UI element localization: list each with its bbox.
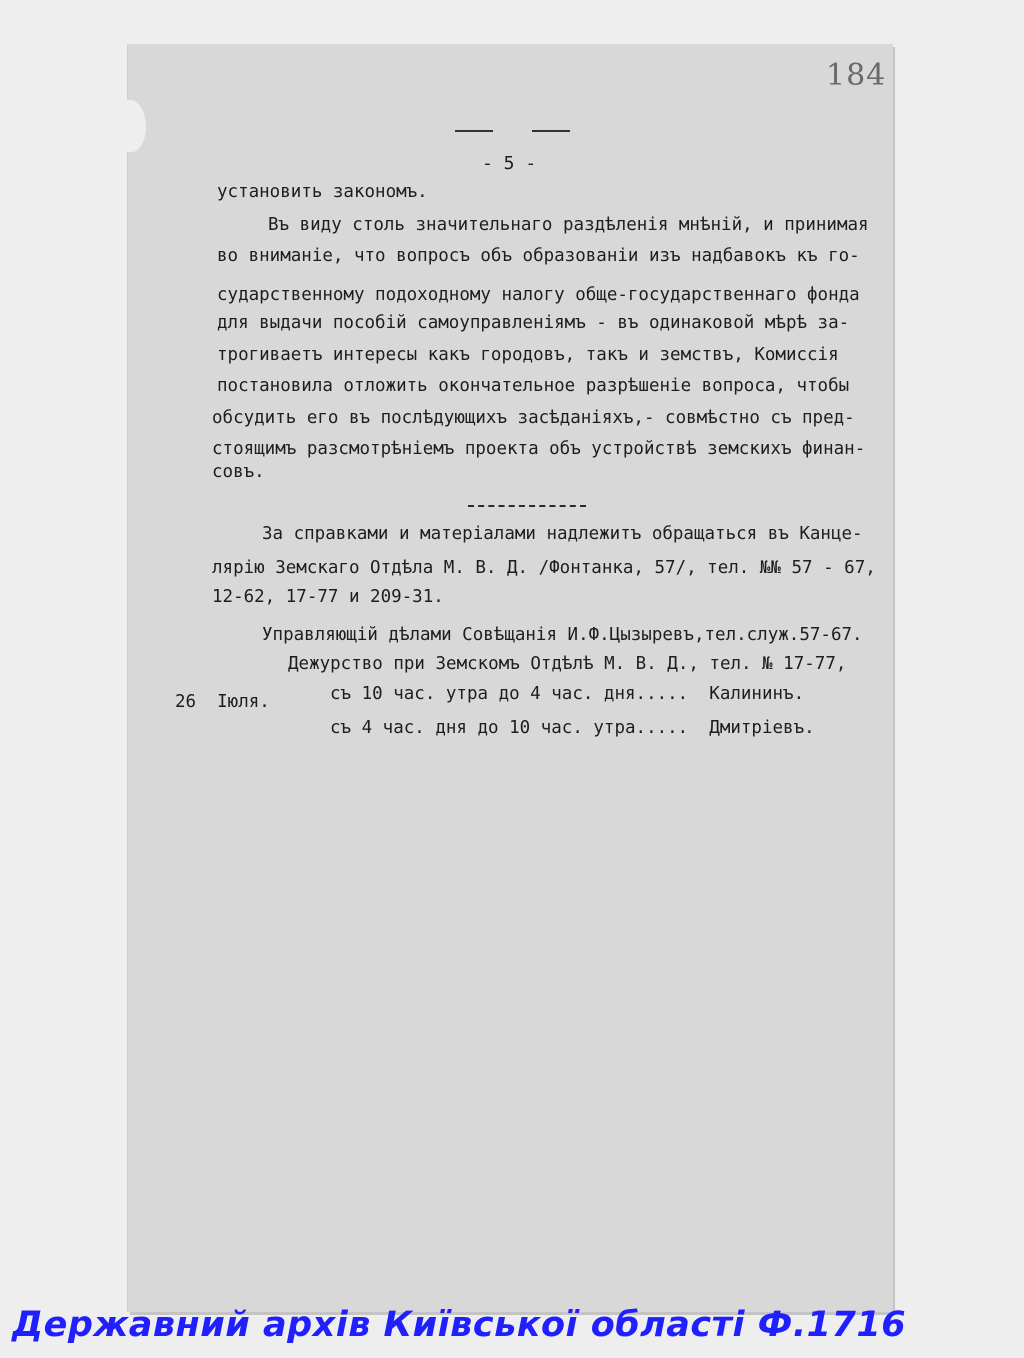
- manager-line: Управляющій дѣлами Совѣщанія И.Ф.Цызыревъ,тел.служ.57-67.: [262, 625, 863, 645]
- text-line: во вниманіе, что вопросъ объ образованіи изъ надбавокъ къ го-: [217, 246, 860, 266]
- text-line: установить закономъ.: [217, 182, 428, 202]
- header-dash-right: [532, 130, 570, 132]
- section-separator: [468, 505, 586, 507]
- duty-shift: съ 4 час. дня до 10 час. утра..... Дмитріевъ.: [330, 718, 815, 738]
- text-line: сударственному подоходному налогу обще-государственнаго фонда: [217, 285, 860, 305]
- contact-line: За справками и матеріалами надлежитъ обращаться въ Канце-: [262, 524, 863, 544]
- header-dash-left: [455, 130, 493, 132]
- text-line: стоящимъ разсмотрѣніемъ проекта объ устройствѣ земскихъ финан-: [212, 439, 866, 459]
- text-line: совъ.: [212, 462, 265, 482]
- page-tear: [116, 100, 146, 152]
- text-line: трогиваетъ интересы какъ городовъ, такъ и земствъ, Комиссія: [217, 345, 839, 365]
- page-number: - 5 -: [482, 153, 537, 174]
- text-line: обсудить его въ послѣдующихъ засѣданіяхъ,- совмѣстно съ пред-: [212, 408, 855, 428]
- text-line: для выдачи пособій самоуправленіямъ - въ одинаковой мѣрѣ за-: [217, 313, 850, 333]
- contact-line: лярію Земскаго Отдѣла М. В. Д. /Фонтанка, 57/, тел. №№ 57 - 67,: [212, 558, 876, 578]
- duty-shift: съ 10 час. утра до 4 час. дня..... Калининъ.: [330, 684, 805, 704]
- document-date: 26 Іюля.: [175, 692, 270, 712]
- archive-caption: Державний архів Київської області Ф.1716: [12, 1305, 907, 1345]
- text-line: постановила отложить окончательное разрѣшеніе вопроса, чтобы: [217, 376, 850, 396]
- duty-line: Дежурство при Земскомъ Отдѣлѣ М. В. Д., тел. № 17-77,: [288, 654, 847, 674]
- archive-page-number: 184: [826, 58, 887, 93]
- contact-line: 12-62, 17-77 и 209-31.: [212, 587, 444, 607]
- text-line: Въ виду столь значительнаго раздѣленія мнѣній, и принимая: [268, 215, 869, 235]
